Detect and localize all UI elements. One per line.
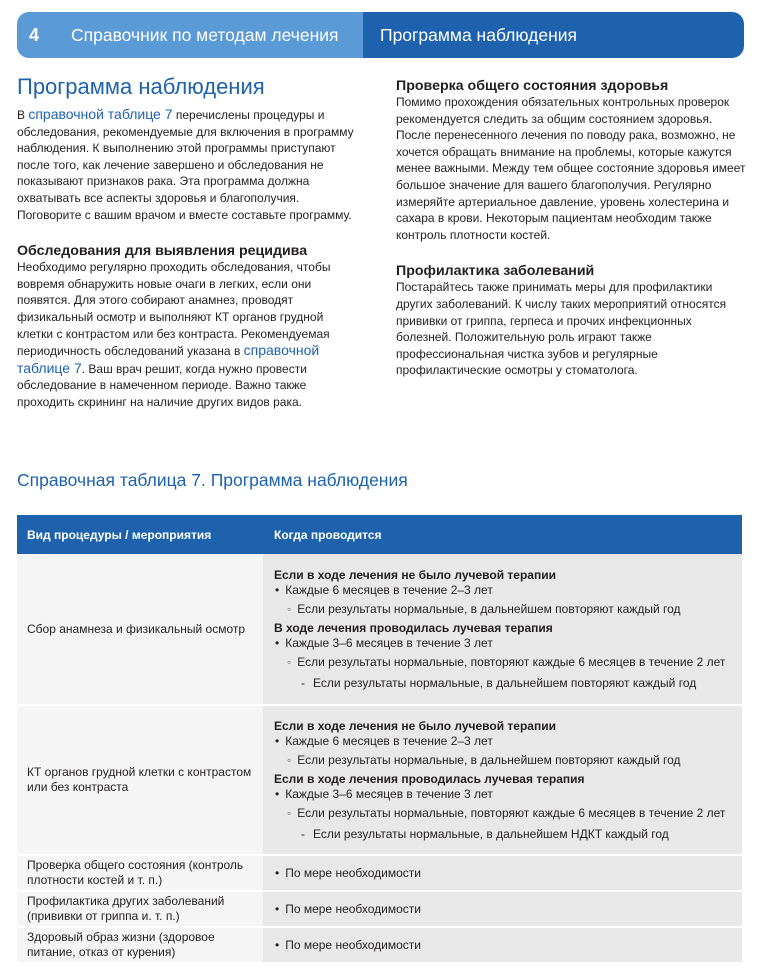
page-header — [17, 12, 744, 58]
bullet: • Каждые 6 месяцев в течение 2–3 лет — [274, 583, 742, 598]
bullet: • По мере необходимости — [274, 902, 742, 917]
col-header-procedure: Вид процедуры / мероприятия — [27, 527, 212, 542]
health-paragraph: Помимо прохождения обязательных контрольных проверок рекомендуется следить за общим состоянием здоровья. После перенесенного лечения по поводу рака, возможно, не хочется обращать внимание на проблемы, которые кажутся менее важными. Между тем общее состояние здоровья имеет большое значение для вашего благополучия. Регулярно измеряйте артериальное давление, уровень холестерина и сахара в крови. Некоторым пациентам необходим также контроль плотности костей. — [396, 95, 746, 242]
sub-sub-bullet: - Если результаты нормальные, в дальнейшем повторяют каждый год — [274, 676, 742, 691]
right-column — [396, 78, 746, 379]
table-header — [17, 515, 742, 554]
bullet: • По мере необходимости — [274, 938, 742, 953]
intro-paragraph — [17, 106, 362, 223]
relapse-heading: Обследования для выявления рецидива — [17, 243, 308, 260]
row-procedure: КТ органов грудной клетки с контрастом или без контраста — [17, 706, 263, 854]
condition: Если в ходе лечения не было лучевой терапии — [274, 718, 556, 733]
page-title: Программа наблюдения — [17, 74, 265, 99]
relapse-text-2: . Ваш врач решит, когда нужно провести обследование в намеченном периоде. Важно также проходить скрининг на наличие других видов рака. — [17, 361, 307, 409]
table-row — [17, 856, 742, 892]
table-row — [17, 892, 742, 928]
condition: Если в ходе лечения не было лучевой терапии — [274, 567, 556, 582]
row-procedure: Сбор анамнеза и физикальный осмотр — [17, 554, 263, 704]
col-header-when: Когда проводится — [274, 527, 382, 542]
bullet: • Каждые 3–6 месяцев в течение 3 лет — [274, 787, 742, 802]
section-title: Справочник по методам лечения — [71, 24, 339, 45]
table-row — [17, 706, 742, 856]
sub-sub-bullet: - Если результаты нормальные, в дальнейшем НДКТ каждый год — [274, 827, 742, 842]
sub-bullet: ◦ Если результаты нормальные, в дальнейшем повторяют каждый год — [274, 602, 742, 617]
row-procedure: Здоровый образ жизни (здоровое питание, отказ от курения) — [17, 928, 263, 962]
relapse-text: Необходимо регулярно проходить обследования, чтобы вовремя обнаружить новые очаги в легких, если они появятся. Для этого собирают анамнез, проводят физикальный осмотр и выполняют КТ органов грудной клетки с контрастом или без контраста. Рекомендуемая периодичность обследований указана в — [17, 260, 331, 359]
row-procedure: Профилактика других заболеваний (прививки от гриппа и. т. п.) — [17, 892, 263, 926]
prevention-paragraph: Постарайтесь также принимать меры для профилактики других заболеваний. К числу таких мероприятий относятся прививки от гриппа, герпеса и прочих инфекционных болезней. Положительную роль играют также профессиональная чистка зубов и регулярные профилактические осмотры у стоматолога. — [396, 280, 727, 378]
header-section — [17, 12, 363, 58]
left-column — [17, 74, 362, 411]
row-procedure: Проверка общего состояния (контроль плотности костей и т. п.) — [17, 856, 263, 890]
bullet: • Каждые 3–6 месяцев в течение 3 лет — [274, 636, 742, 651]
health-heading: Проверка общего состояния здоровья — [396, 78, 669, 94]
prevention-heading: Профилактика заболеваний — [396, 263, 595, 280]
intro-prefix: В — [17, 108, 29, 122]
table-row — [17, 554, 742, 706]
table-link-2[interactable]: справочной таблице 7 — [17, 342, 320, 376]
table-row — [17, 928, 742, 964]
sub-bullet: ◦ Если результаты нормальные, повторяют каждые 6 месяцев в течение 2 лет — [274, 806, 742, 821]
relapse-paragraph — [17, 259, 362, 410]
sub-bullet: ◦ Если результаты нормальные, повторяют каждые 6 месяцев в течение 2 лет — [274, 655, 742, 670]
follow-up-table — [17, 515, 742, 964]
bullet: • По мере необходимости — [274, 866, 742, 881]
table-link[interactable]: справочной таблице 7 — [28, 106, 173, 122]
header-subsection: Программа наблюдения — [363, 12, 744, 58]
sub-bullet: ◦ Если результаты нормальные, в дальнейшем повторяют каждый год — [274, 753, 742, 768]
condition: Если в ходе лечения проводилась лучевая терапия — [274, 771, 585, 786]
intro-text: перечислены процедуры и обследования, рекомендуемые для включения в программу наблюдения. К выполнению этой программы приступают после того, как лечение завершено и обследования не показывают признаков рака. Эта программа должна охватывать все аспекты здоровья и благополучия. Поговорите с вашим врачом и вместе составьте программу. — [17, 108, 354, 222]
condition: В ходе лечения проводилась лучевая терапия — [274, 620, 553, 635]
bullet: • Каждые 6 месяцев в течение 2–3 лет — [274, 734, 742, 749]
table-title: Справочная таблица 7. Программа наблюдения — [17, 470, 408, 490]
chapter-number: 4 — [29, 24, 40, 45]
